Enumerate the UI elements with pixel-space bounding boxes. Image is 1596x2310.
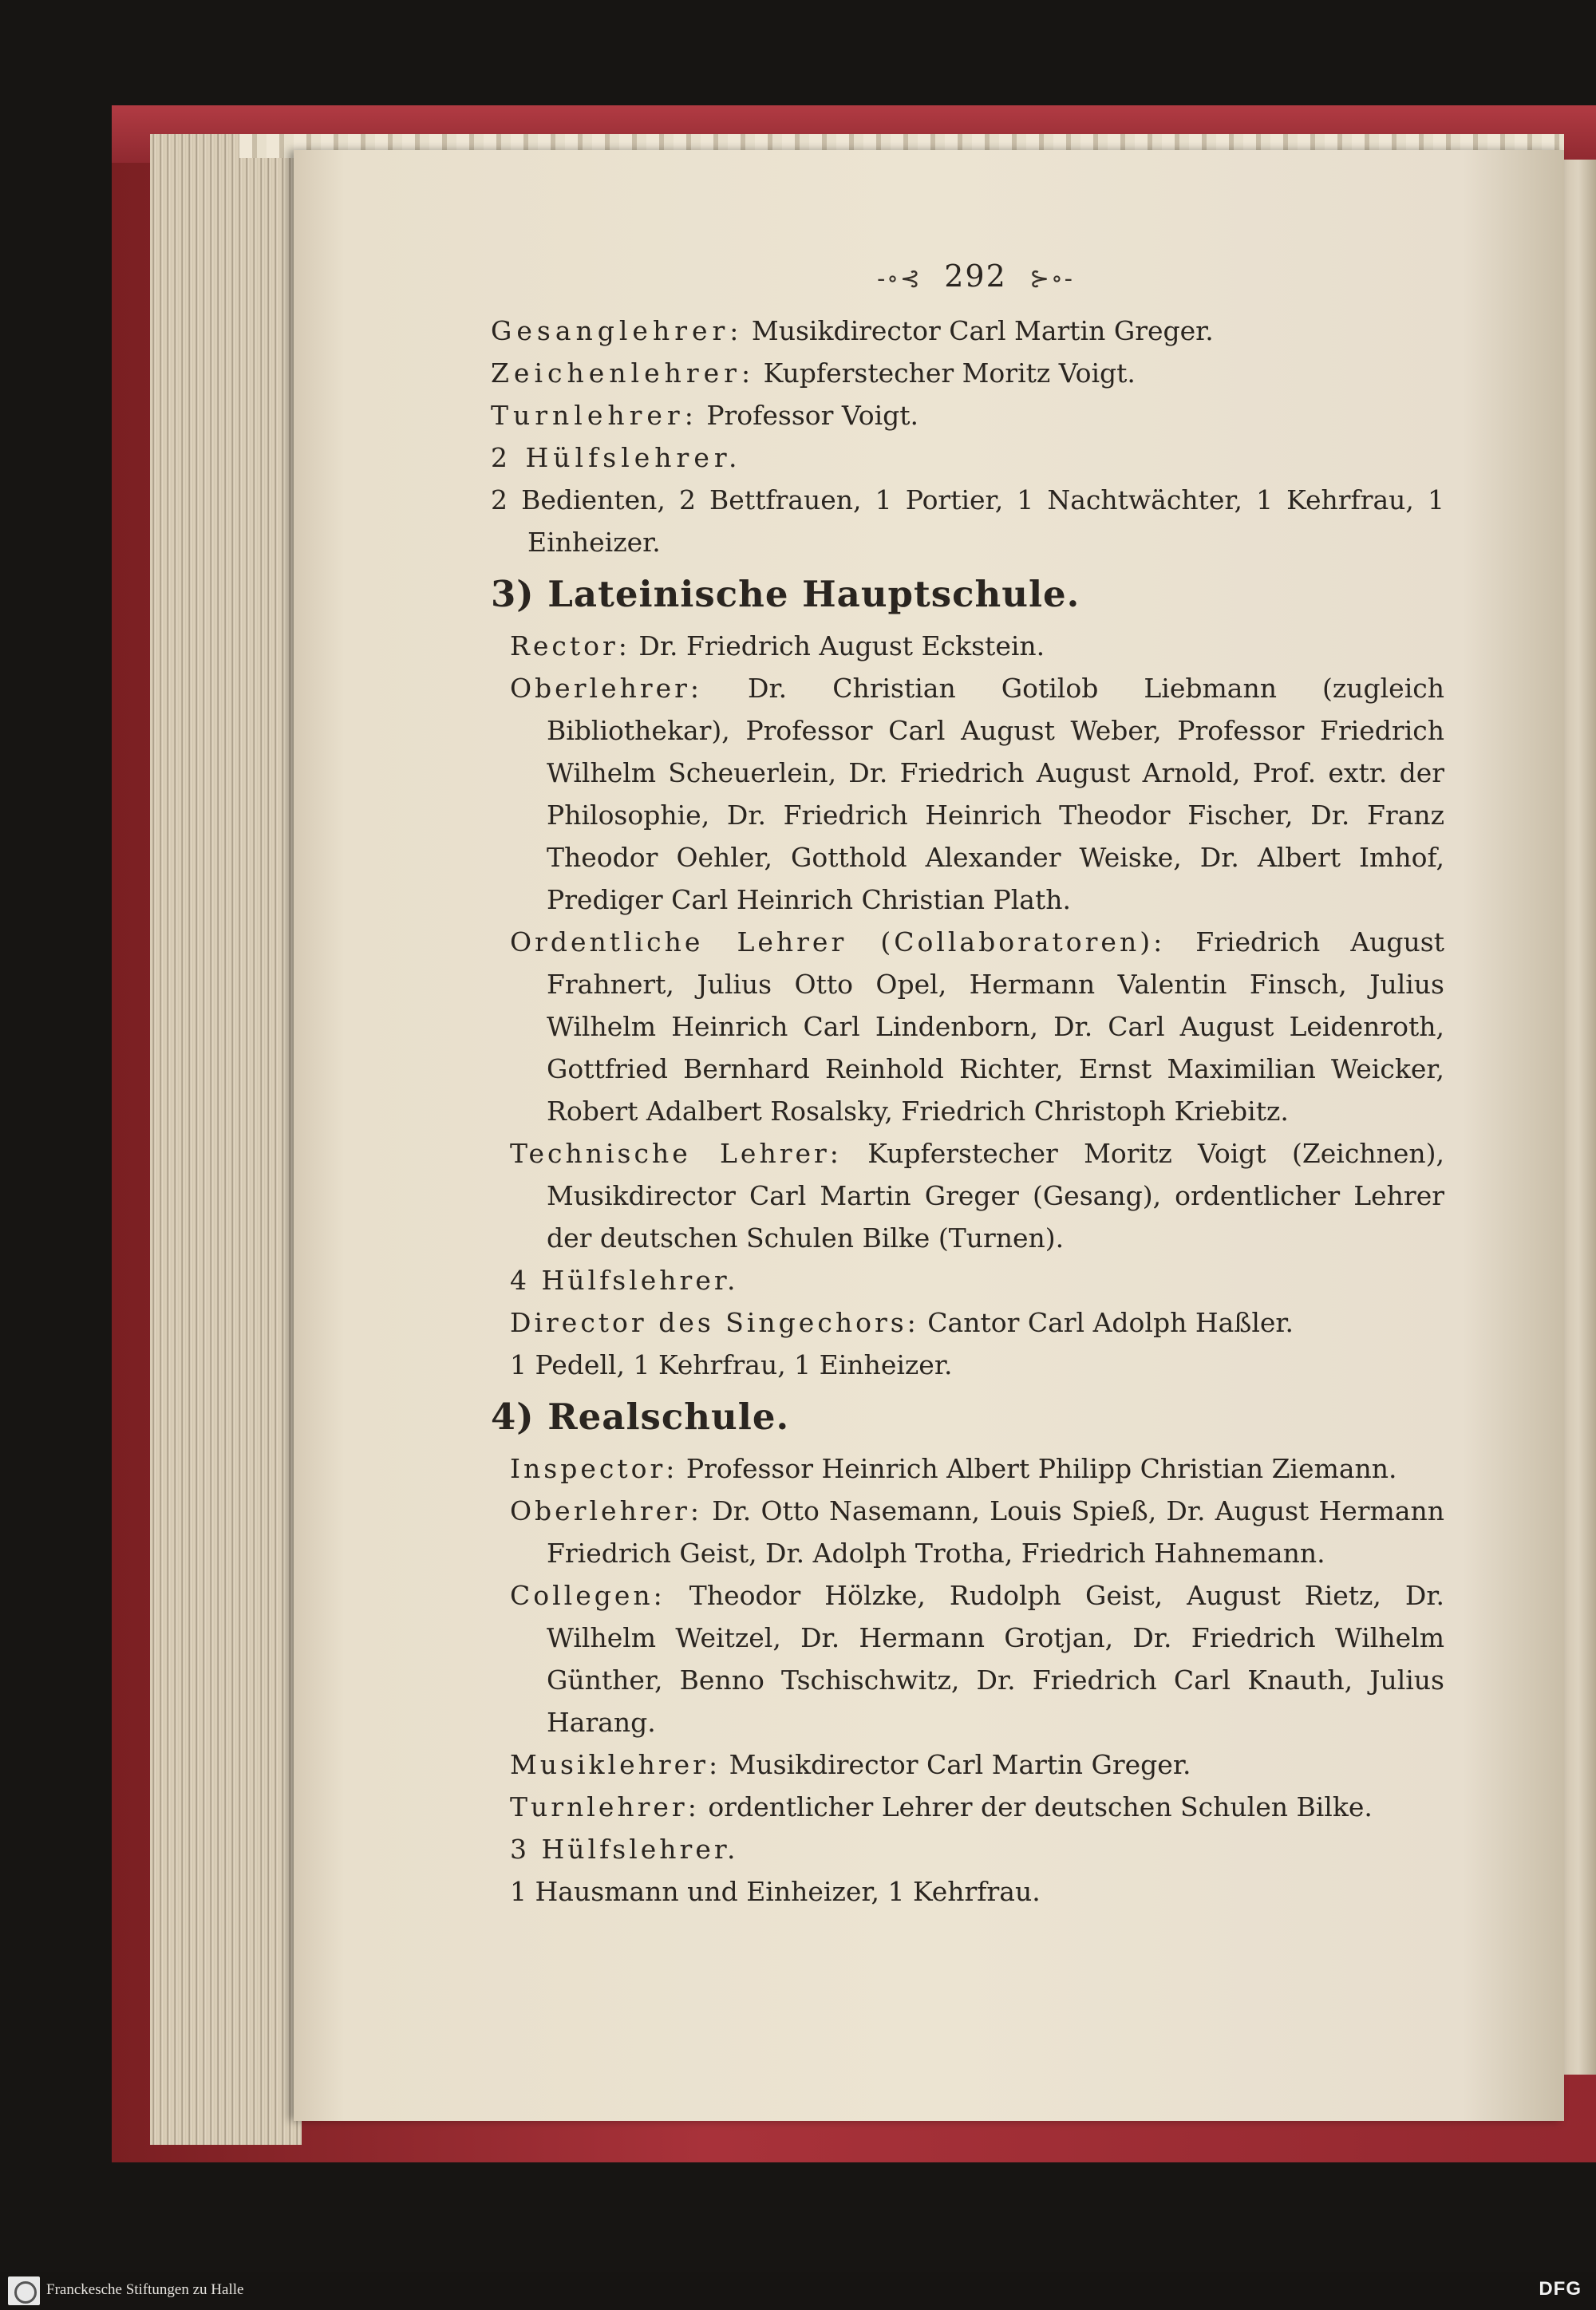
entry-label: Director des Singechors: <box>510 1307 919 1338</box>
ornament-left-icon: -∘⊰ <box>877 265 922 293</box>
entry-text: 1 Pedell, 1 Kehrfrau, 1 Einheizer. <box>510 1349 953 1380</box>
staff-entry <box>491 1828 1444 1870</box>
staff-entry <box>491 1574 1444 1743</box>
entry-label: Inspector: <box>510 1453 678 1484</box>
staff-entry <box>491 1132 1444 1259</box>
page-content <box>491 255 1444 1913</box>
ornament-right-icon: ⊱∘- <box>1029 265 1074 293</box>
entry-text: Musikdirector Carl Martin Greger. <box>721 1749 1191 1780</box>
entry-text: Friedrich August Frahnert, Julius Otto Opel, Hermann Valentin Finsch, Julius Wilhelm Heinrich Carl Lindenborn, Dr. Carl August Leidenroth, Gottfried Bernhard Reinhold Richter, Ernst Maximilian Weicker, Robert Adalbert Rosalsky, Friedrich Christoph Kriebitz. <box>547 926 1444 1127</box>
entry-label: 3 Hülfslehrer. <box>510 1834 739 1865</box>
staff-entry <box>491 352 1444 394</box>
funder-logo: DFG <box>1539 2278 1582 2300</box>
section-heading-realschule: 4) Realschule. <box>491 1396 790 1438</box>
entry-label: Turnlehrer: <box>510 1791 700 1822</box>
entry-text: Dr. Christian Gotilob Liebmann (zugleich Bibliothekar), Professor Carl August Weber, Professor Friedrich Wilhelm Scheuerlein, Dr. Friedrich August Arnold, Prof. extr. der Philosophie, Dr. Friedrich Heinrich Theodor Fischer, Dr. Franz Theodor Oehler, Gotthold Alexander Weiske, Dr. Albert Imhof, Prediger Carl Heinrich Christian Plath. <box>547 673 1444 915</box>
staff-entry <box>491 1259 1444 1301</box>
staff-entry <box>491 667 1444 921</box>
entry-text: Cantor Carl Adolph Haßler. <box>918 1307 1294 1338</box>
section-realschule <box>491 1447 1444 1913</box>
entry-label: 2 Hülfslehrer. <box>491 442 742 473</box>
staff-entry <box>491 625 1444 667</box>
staff-entry <box>491 436 1444 479</box>
entry-text: Kupferstecher Moritz Voigt (Zeichnen), Musikdirector Carl Martin Greger (Gesang), ordentlicher Lehrer der deutschen Schulen Bilke (Turnen). <box>547 1138 1444 1254</box>
institution-logo-icon <box>8 2276 40 2305</box>
section-lateinische-hauptschule <box>491 625 1444 1386</box>
entry-label: Oberlehrer: <box>510 1495 703 1526</box>
staff-entry <box>491 310 1444 352</box>
entry-label: Collegen: <box>510 1580 666 1611</box>
entry-label: Technische Lehrer: <box>510 1138 842 1169</box>
entry-text: 2 Bedienten, 2 Bettfrauen, 1 Portier, 1 Nachtwächter, 1 Kehrfrau, 1 Einheizer. <box>491 484 1444 558</box>
staff-entry <box>491 394 1444 436</box>
page-number: 292 <box>944 259 1007 294</box>
entry-text: Dr. Friedrich August Eckstein. <box>630 630 1045 661</box>
staff-entry <box>491 1301 1444 1344</box>
staff-entry <box>491 479 1444 563</box>
staff-entry <box>491 1786 1444 1828</box>
entry-label: Rector: <box>510 630 630 661</box>
staff-entry <box>491 1344 1444 1386</box>
entry-text: Theodor Hölzke, Rudolph Geist, August Rietz, Dr. Wilhelm Weitzel, Dr. Hermann Grotjan, Dr. Friedrich Wilhelm Günther, Benno Tschischwitz, Dr. Friedrich Carl Knauth, Julius Harang. <box>547 1580 1444 1738</box>
staff-entry <box>491 1447 1444 1490</box>
staff-entry <box>491 1870 1444 1913</box>
section-prev <box>491 310 1444 563</box>
entry-text: Musikdirector Carl Martin Greger. <box>743 315 1214 346</box>
entry-label: Turnlehrer: <box>491 400 698 431</box>
entry-text: 1 Hausmann und Einheizer, 1 Kehrfrau. <box>510 1876 1041 1907</box>
entry-text: ordentlicher Lehrer der deutschen Schulen Bilke. <box>699 1791 1373 1822</box>
entry-label: Zeichenlehrer: <box>491 357 756 389</box>
entry-text: Professor Heinrich Albert Philipp Christian Ziemann. <box>678 1453 1397 1484</box>
entry-label: Oberlehrer: <box>510 673 703 704</box>
entry-label: Musiklehrer: <box>510 1749 721 1780</box>
page-stack-edges <box>150 134 302 2145</box>
entry-label: Gesanglehrer: <box>491 315 744 346</box>
institution-name: Franckesche Stiftungen zu Halle <box>46 2281 244 2298</box>
section-heading-lateinische-hauptschule: 3) Lateinische Hauptschule. <box>491 573 1080 615</box>
entry-label: Ordentliche Lehrer (Collaboratoren): <box>510 926 1166 958</box>
staff-entry <box>491 1490 1444 1574</box>
staff-entry <box>491 1743 1444 1786</box>
entry-text: Dr. Otto Nasemann, Louis Spieß, Dr. August Hermann Friedrich Geist, Dr. Adolph Trotha, Friedrich Hahnemann. <box>547 1495 1444 1569</box>
staff-entry <box>491 921 1444 1132</box>
entry-text: Professor Voigt. <box>697 400 919 431</box>
page-number-header <box>507 255 1444 300</box>
entry-text: Kupferstecher Moritz Voigt. <box>755 357 1136 389</box>
entry-label: 4 Hülfslehrer. <box>510 1265 739 1296</box>
